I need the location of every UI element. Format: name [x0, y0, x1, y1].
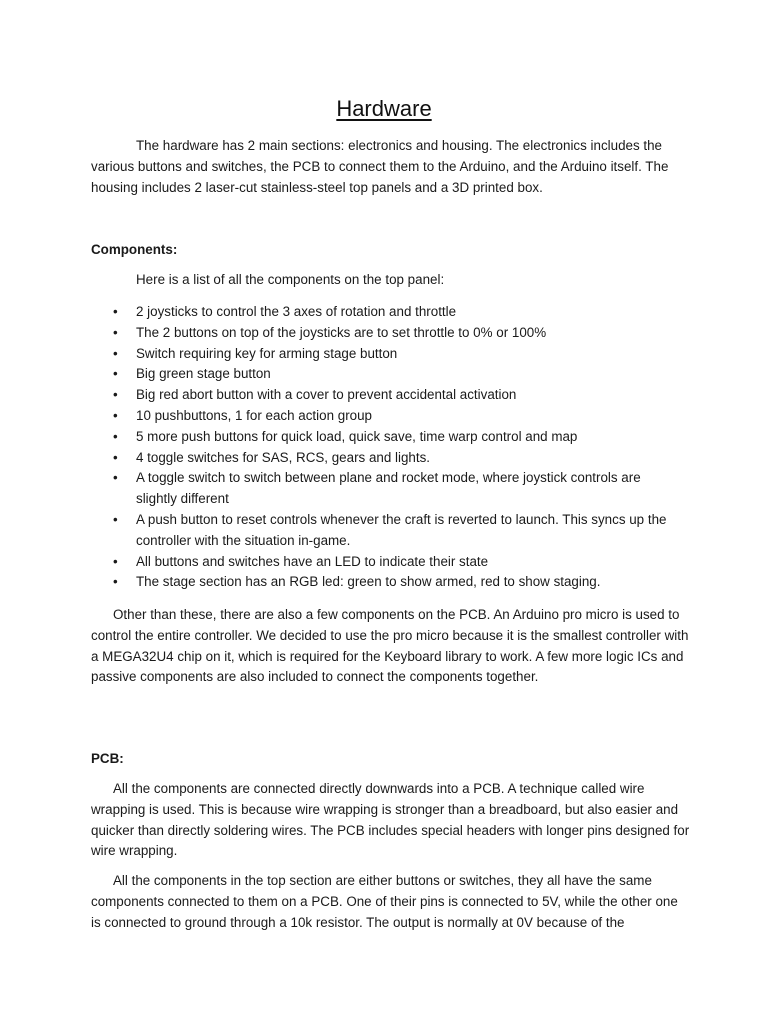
list-item: • A toggle switch to switch between plane and rocket mode, where joystick controls are slightly different: [113, 470, 641, 507]
intro-paragraph: The hardware has 2 main sections: electronics and housing. The electronics includes the various buttons and switches, the PCB to connect them to the Arduino, and the Arduino itself. The housing includes 2 laser-cut stainless-steel top panels and a 3D printed box.: [91, 138, 669, 195]
bullet-icon: •: [113, 428, 118, 444]
bullet-icon: •: [113, 511, 118, 527]
bullet-icon: •: [113, 470, 118, 486]
list-item: • 5 more push buttons for quick load, quick save, time warp control and map: [91, 427, 676, 448]
bullet-icon: •: [113, 324, 118, 340]
list-item: • Big green stage button: [91, 364, 676, 385]
list-item: • 10 pushbuttons, 1 for each action group: [91, 406, 676, 427]
bullet-icon: •: [113, 574, 118, 590]
bullet-icon: •: [113, 407, 118, 423]
list-item: • 4 toggle switches for SAS, RCS, gears and lights.: [91, 448, 676, 469]
bullet-icon: •: [113, 366, 118, 382]
components-lead: Here is a list of all the components on the top panel:: [136, 272, 445, 287]
list-item: • Big red abort button with a cover to prevent accidental activation: [91, 385, 676, 406]
components-heading: Components:: [91, 242, 178, 257]
components-after-paragraph: Other than these, there are also a few components on the PCB. An Arduino pro micro is used to control the entire controller. We decided to use the pro micro because it is the smallest controller with a MEGA32U4 chip on it, which is required for the Keyboard library to work. A few more logic ICs and passive components are also included to connect the components together.: [91, 607, 689, 685]
list-item: • Switch requiring key for arming stage button: [91, 344, 676, 365]
list-item: • A push button to reset controls whenever the craft is reverted to launch. This syncs up the controller with the situation in-game.: [113, 511, 667, 548]
components-list: [91, 302, 676, 593]
list-item: • All buttons and switches have an LED to indicate their state: [91, 552, 676, 573]
pcb-paragraph-1: All the components are connected directly downwards into a PCB. A technique called wire wrapping is used. This is because wire wrapping is stronger than a breadboard, but also easier and quicker than directly soldering wires. The PCB includes special headers with longer pins designed for wire wrapping.: [91, 781, 690, 859]
list-item: • The stage section has an RGB led: green to show armed, red to show staging.: [91, 572, 676, 593]
page-title: Hardware: [336, 96, 432, 121]
bullet-icon: •: [113, 345, 118, 361]
list-item: • 2 joysticks to control the 3 axes of rotation and throttle: [91, 302, 676, 323]
bullet-icon: •: [113, 449, 118, 465]
pcb-paragraph-2: All the components in the top section are either buttons or switches, they all have the same components connected to them on a PCB. One of their pins is connected to 5V, while the other one is connected to ground through a 10k resistor. The output is normally at 0V because of the: [91, 873, 678, 930]
bullet-icon: •: [113, 387, 118, 403]
bullet-icon: •: [113, 304, 118, 319]
bullet-icon: •: [113, 553, 118, 569]
list-item: • The 2 buttons on top of the joysticks are to set throttle to 0% or 100%: [91, 323, 676, 344]
pcb-heading: PCB:: [91, 751, 124, 766]
